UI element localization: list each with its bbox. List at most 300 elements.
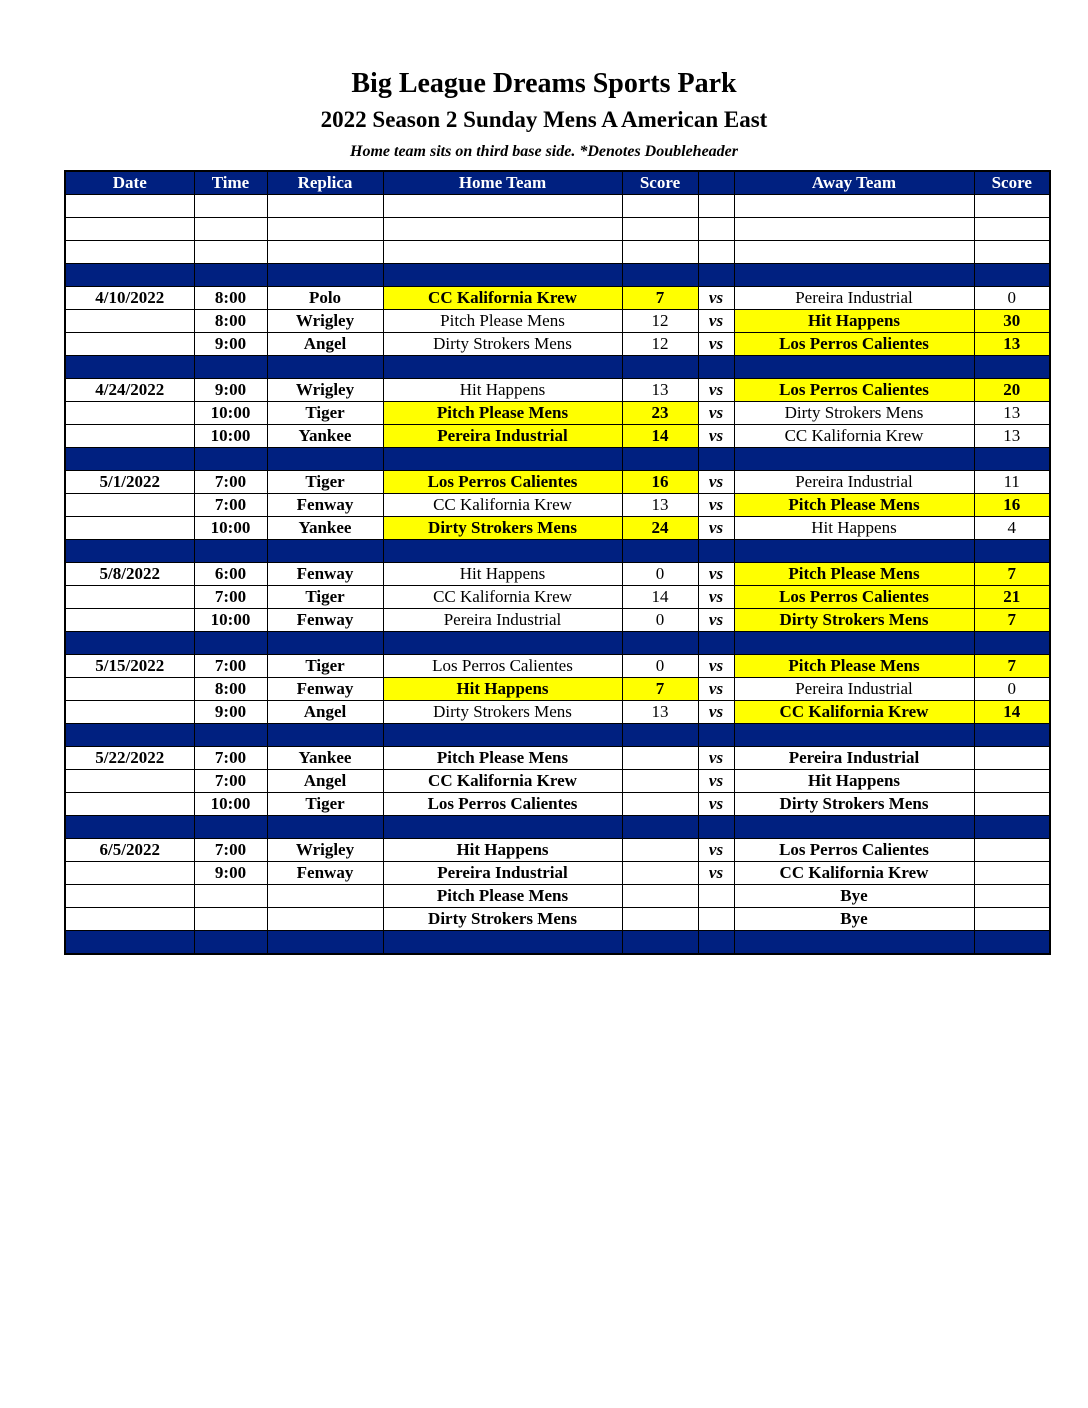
home-score-cell: 0 (622, 655, 698, 678)
away-team-cell (734, 264, 974, 287)
away-score-cell: 21 (974, 586, 1050, 609)
away-score-cell: 14 (974, 701, 1050, 724)
vs-cell: vs (698, 609, 734, 632)
date-cell (65, 218, 194, 241)
blank-row (65, 218, 1050, 241)
date-cell (65, 816, 194, 839)
date-cell: 5/15/2022 (65, 655, 194, 678)
time-cell (194, 218, 267, 241)
home-score-cell: 13 (622, 379, 698, 402)
col-vs (698, 171, 734, 195)
home-score-cell (622, 793, 698, 816)
vs-cell: vs (698, 563, 734, 586)
vs-cell: vs (698, 402, 734, 425)
home-score-cell (622, 885, 698, 908)
date-cell (65, 609, 194, 632)
time-cell: 10:00 (194, 425, 267, 448)
home-team-cell (383, 816, 622, 839)
home-score-cell: 14 (622, 425, 698, 448)
away-score-cell: 0 (974, 678, 1050, 701)
time-cell: 9:00 (194, 701, 267, 724)
date-cell (65, 195, 194, 218)
home-team-cell (383, 931, 622, 955)
date-cell (65, 908, 194, 931)
away-score-cell: 7 (974, 563, 1050, 586)
time-cell (194, 356, 267, 379)
away-score-cell (974, 218, 1050, 241)
vs-cell (698, 356, 734, 379)
col-time: Time (194, 171, 267, 195)
date-cell (65, 885, 194, 908)
away-team-cell: Pereira Industrial (734, 678, 974, 701)
home-score-cell (622, 448, 698, 471)
away-team-cell (734, 931, 974, 955)
field-cell: Tiger (267, 402, 383, 425)
time-cell (194, 885, 267, 908)
away-score-cell: 30 (974, 310, 1050, 333)
vs-cell: vs (698, 517, 734, 540)
away-team-cell (734, 448, 974, 471)
date-cell: 4/10/2022 (65, 287, 194, 310)
away-team-cell: Hit Happens (734, 310, 974, 333)
home-score-cell: 7 (622, 287, 698, 310)
table-row (65, 402, 1050, 425)
field-cell (267, 908, 383, 931)
vs-cell (698, 632, 734, 655)
separator-row (65, 448, 1050, 471)
away-team-cell: Dirty Strokers Mens (734, 609, 974, 632)
away-score-cell (974, 839, 1050, 862)
time-cell: 7:00 (194, 586, 267, 609)
away-team-cell: Pitch Please Mens (734, 655, 974, 678)
away-score-cell (974, 747, 1050, 770)
home-team-cell: Pitch Please Mens (383, 885, 622, 908)
field-cell (267, 448, 383, 471)
vs-cell (698, 241, 734, 264)
separator-row (65, 724, 1050, 747)
date-cell (65, 402, 194, 425)
vs-cell (698, 540, 734, 563)
away-score-cell (974, 632, 1050, 655)
away-team-cell: Dirty Strokers Mens (734, 402, 974, 425)
home-team-cell: CC Kalifornia Krew (383, 586, 622, 609)
table-row (65, 839, 1050, 862)
date-cell (65, 494, 194, 517)
time-cell: 8:00 (194, 678, 267, 701)
home-team-cell: Hit Happens (383, 379, 622, 402)
away-score-cell (974, 540, 1050, 563)
date-cell: 6/5/2022 (65, 839, 194, 862)
vs-cell: vs (698, 862, 734, 885)
home-score-cell (622, 747, 698, 770)
separator-row (65, 356, 1050, 379)
away-score-cell (974, 931, 1050, 955)
table-row (65, 747, 1050, 770)
date-cell (65, 333, 194, 356)
away-score-cell (974, 862, 1050, 885)
time-cell (194, 195, 267, 218)
away-team-cell: Hit Happens (734, 517, 974, 540)
home-team-cell: Los Perros Calientes (383, 793, 622, 816)
separator-row (65, 264, 1050, 287)
time-cell: 7:00 (194, 471, 267, 494)
away-team-cell: CC Kalifornia Krew (734, 425, 974, 448)
time-cell: 7:00 (194, 770, 267, 793)
home-score-cell (622, 862, 698, 885)
date-cell: 5/8/2022 (65, 563, 194, 586)
away-score-cell: 16 (974, 494, 1050, 517)
home-team-cell: Dirty Strokers Mens (383, 517, 622, 540)
home-team-cell (383, 632, 622, 655)
away-score-cell: 20 (974, 379, 1050, 402)
table-row (65, 586, 1050, 609)
home-team-cell: CC Kalifornia Krew (383, 494, 622, 517)
time-cell: 9:00 (194, 862, 267, 885)
home-score-cell: 0 (622, 609, 698, 632)
date-cell (65, 310, 194, 333)
away-team-cell: Los Perros Calientes (734, 333, 974, 356)
away-team-cell: Pereira Industrial (734, 747, 974, 770)
away-score-cell (974, 908, 1050, 931)
col-home-team: Home Team (383, 171, 622, 195)
date-cell (65, 356, 194, 379)
home-team-cell (383, 724, 622, 747)
home-team-cell: Hit Happens (383, 839, 622, 862)
away-score-cell: 0 (974, 287, 1050, 310)
away-score-cell: 13 (974, 425, 1050, 448)
date-cell (65, 425, 194, 448)
away-score-cell (974, 793, 1050, 816)
away-team-cell (734, 816, 974, 839)
table-row (65, 793, 1050, 816)
time-cell (194, 908, 267, 931)
table-row (65, 310, 1050, 333)
home-score-cell: 7 (622, 678, 698, 701)
away-score-cell: 7 (974, 609, 1050, 632)
away-team-cell: Los Perros Calientes (734, 586, 974, 609)
table-row (65, 609, 1050, 632)
vs-cell (698, 908, 734, 931)
separator-row (65, 540, 1050, 563)
vs-cell: vs (698, 333, 734, 356)
field-cell: Fenway (267, 678, 383, 701)
away-team-cell (734, 632, 974, 655)
away-score-cell: 13 (974, 402, 1050, 425)
home-team-cell (383, 218, 622, 241)
home-score-cell (622, 218, 698, 241)
field-cell: Fenway (267, 862, 383, 885)
home-score-cell: 12 (622, 310, 698, 333)
separator-row (65, 931, 1050, 955)
page-title: Big League Dreams Sports Park (351, 68, 737, 99)
away-team-cell: Bye (734, 885, 974, 908)
field-cell: Wrigley (267, 839, 383, 862)
vs-cell: vs (698, 747, 734, 770)
home-score-cell: 16 (622, 471, 698, 494)
field-cell: Tiger (267, 471, 383, 494)
separator-row (65, 632, 1050, 655)
field-cell: Angel (267, 770, 383, 793)
vs-cell (698, 816, 734, 839)
field-cell: Angel (267, 333, 383, 356)
field-cell: Fenway (267, 609, 383, 632)
field-cell: Tiger (267, 586, 383, 609)
home-team-cell (383, 241, 622, 264)
home-score-cell: 24 (622, 517, 698, 540)
home-team-cell: Pereira Industrial (383, 862, 622, 885)
home-score-cell: 12 (622, 333, 698, 356)
date-cell (65, 770, 194, 793)
time-cell (194, 724, 267, 747)
date-cell: 4/24/2022 (65, 379, 194, 402)
home-score-cell (622, 816, 698, 839)
vs-cell: vs (698, 655, 734, 678)
vs-cell (698, 218, 734, 241)
home-team-cell: CC Kalifornia Krew (383, 770, 622, 793)
time-cell (194, 264, 267, 287)
date-cell: 5/22/2022 (65, 747, 194, 770)
field-cell: Wrigley (267, 310, 383, 333)
field-cell (267, 724, 383, 747)
home-score-cell (622, 241, 698, 264)
home-team-cell (383, 356, 622, 379)
away-score-cell: 13 (974, 333, 1050, 356)
time-cell: 10:00 (194, 517, 267, 540)
home-team-cell: Los Perros Calientes (383, 471, 622, 494)
vs-cell: vs (698, 494, 734, 517)
away-team-cell (734, 540, 974, 563)
date-cell: 5/1/2022 (65, 471, 194, 494)
vs-cell: vs (698, 425, 734, 448)
vs-cell (698, 885, 734, 908)
col-away-team: Away Team (734, 171, 974, 195)
home-team-cell (383, 195, 622, 218)
table-row (65, 563, 1050, 586)
vs-cell: vs (698, 793, 734, 816)
field-cell: Tiger (267, 655, 383, 678)
field-cell: Fenway (267, 563, 383, 586)
vs-cell (698, 448, 734, 471)
vs-cell (698, 195, 734, 218)
away-score-cell (974, 241, 1050, 264)
home-team-cell: Pitch Please Mens (383, 747, 622, 770)
vs-cell: vs (698, 379, 734, 402)
field-cell (267, 931, 383, 955)
time-cell: 9:00 (194, 379, 267, 402)
vs-cell: vs (698, 471, 734, 494)
away-team-cell: Pereira Industrial (734, 471, 974, 494)
time-cell: 7:00 (194, 655, 267, 678)
home-team-cell (383, 264, 622, 287)
table-row (65, 885, 1050, 908)
home-team-cell: Pitch Please Mens (383, 402, 622, 425)
page-subtitle: 2022 Season 2 Sunday Mens A American East (320, 107, 768, 132)
table-row (65, 770, 1050, 793)
date-cell (65, 540, 194, 563)
time-cell: 10:00 (194, 609, 267, 632)
away-score-cell (974, 448, 1050, 471)
table-row (65, 471, 1050, 494)
field-cell: Yankee (267, 425, 383, 448)
header-row (65, 171, 1050, 195)
away-team-cell: CC Kalifornia Krew (734, 862, 974, 885)
home-score-cell (622, 839, 698, 862)
time-cell (194, 632, 267, 655)
home-score-cell (622, 770, 698, 793)
home-team-cell: Hit Happens (383, 563, 622, 586)
date-cell (65, 586, 194, 609)
home-team-cell: Pereira Industrial (383, 425, 622, 448)
home-team-cell: CC Kalifornia Krew (383, 287, 622, 310)
time-cell: 6:00 (194, 563, 267, 586)
field-cell (267, 356, 383, 379)
away-team-cell: Dirty Strokers Mens (734, 793, 974, 816)
time-cell (194, 448, 267, 471)
home-team-cell (383, 540, 622, 563)
vs-cell: vs (698, 586, 734, 609)
vs-cell: vs (698, 287, 734, 310)
vs-cell: vs (698, 839, 734, 862)
schedule-note: Home team sits on third base side. *Denotes Doubleheader (350, 143, 738, 160)
home-score-cell (622, 195, 698, 218)
field-cell: Polo (267, 287, 383, 310)
away-team-cell: CC Kalifornia Krew (734, 701, 974, 724)
time-cell: 10:00 (194, 402, 267, 425)
home-score-cell (622, 540, 698, 563)
home-team-cell: Pitch Please Mens (383, 310, 622, 333)
time-cell: 9:00 (194, 333, 267, 356)
away-team-cell (734, 356, 974, 379)
blank-row (65, 241, 1050, 264)
time-cell: 10:00 (194, 793, 267, 816)
time-cell: 7:00 (194, 494, 267, 517)
time-cell (194, 241, 267, 264)
date-cell (65, 724, 194, 747)
field-cell (267, 540, 383, 563)
home-score-cell (622, 632, 698, 655)
home-team-cell: Los Perros Calientes (383, 655, 622, 678)
field-cell: Angel (267, 701, 383, 724)
table-row (65, 517, 1050, 540)
date-cell (65, 632, 194, 655)
field-cell: Wrigley (267, 379, 383, 402)
home-score-cell (622, 931, 698, 955)
time-cell: 7:00 (194, 839, 267, 862)
home-score-cell: 13 (622, 701, 698, 724)
table-row (65, 678, 1050, 701)
away-score-cell: 11 (974, 471, 1050, 494)
away-team-cell (734, 724, 974, 747)
away-score-cell: 7 (974, 655, 1050, 678)
away-team-cell (734, 218, 974, 241)
field-cell (267, 264, 383, 287)
table-row (65, 333, 1050, 356)
date-cell (65, 678, 194, 701)
away-score-cell (974, 356, 1050, 379)
vs-cell (698, 724, 734, 747)
away-team-cell: Los Perros Calientes (734, 379, 974, 402)
col-date: Date (65, 171, 194, 195)
away-score-cell (974, 816, 1050, 839)
away-team-cell: Pitch Please Mens (734, 494, 974, 517)
table-row (65, 701, 1050, 724)
home-team-cell: Dirty Strokers Mens (383, 333, 622, 356)
field-cell: Fenway (267, 494, 383, 517)
vs-cell: vs (698, 701, 734, 724)
away-team-cell: Bye (734, 908, 974, 931)
away-score-cell: 4 (974, 517, 1050, 540)
time-cell: 8:00 (194, 310, 267, 333)
away-score-cell (974, 770, 1050, 793)
away-score-cell (974, 264, 1050, 287)
home-team-cell: Pereira Industrial (383, 609, 622, 632)
home-score-cell (622, 356, 698, 379)
away-team-cell: Los Perros Calientes (734, 839, 974, 862)
col-replica: Replica (267, 171, 383, 195)
away-score-cell (974, 195, 1050, 218)
vs-cell: vs (698, 678, 734, 701)
time-cell: 7:00 (194, 747, 267, 770)
field-cell (267, 218, 383, 241)
date-cell (65, 517, 194, 540)
vs-cell (698, 264, 734, 287)
away-team-cell: Pitch Please Mens (734, 563, 974, 586)
vs-cell: vs (698, 310, 734, 333)
field-cell (267, 885, 383, 908)
field-cell (267, 241, 383, 264)
vs-cell (698, 931, 734, 955)
home-score-cell: 14 (622, 586, 698, 609)
table-row (65, 425, 1050, 448)
away-score-cell (974, 885, 1050, 908)
date-cell (65, 862, 194, 885)
date-cell (65, 241, 194, 264)
home-score-cell: 23 (622, 402, 698, 425)
date-cell (65, 448, 194, 471)
home-score-cell: 13 (622, 494, 698, 517)
vs-cell: vs (698, 770, 734, 793)
away-team-cell: Hit Happens (734, 770, 974, 793)
time-cell (194, 816, 267, 839)
field-cell (267, 816, 383, 839)
blank-row (65, 195, 1050, 218)
field-cell (267, 195, 383, 218)
table-row (65, 908, 1050, 931)
time-cell (194, 540, 267, 563)
separator-row (65, 816, 1050, 839)
date-cell (65, 931, 194, 955)
home-team-cell: Hit Happens (383, 678, 622, 701)
time-cell: 8:00 (194, 287, 267, 310)
away-team-cell: Pereira Industrial (734, 287, 974, 310)
table-row (65, 494, 1050, 517)
time-cell (194, 931, 267, 955)
date-cell (65, 793, 194, 816)
away-team-cell (734, 195, 974, 218)
home-team-cell: Dirty Strokers Mens (383, 908, 622, 931)
table-row (65, 655, 1050, 678)
home-score-cell (622, 908, 698, 931)
table-row (65, 862, 1050, 885)
schedule-table (64, 170, 1051, 955)
field-cell: Yankee (267, 747, 383, 770)
field-cell (267, 632, 383, 655)
date-cell (65, 264, 194, 287)
home-team-cell: Dirty Strokers Mens (383, 701, 622, 724)
col-home-score: Score (622, 171, 698, 195)
table-row (65, 287, 1050, 310)
home-score-cell: 0 (622, 563, 698, 586)
